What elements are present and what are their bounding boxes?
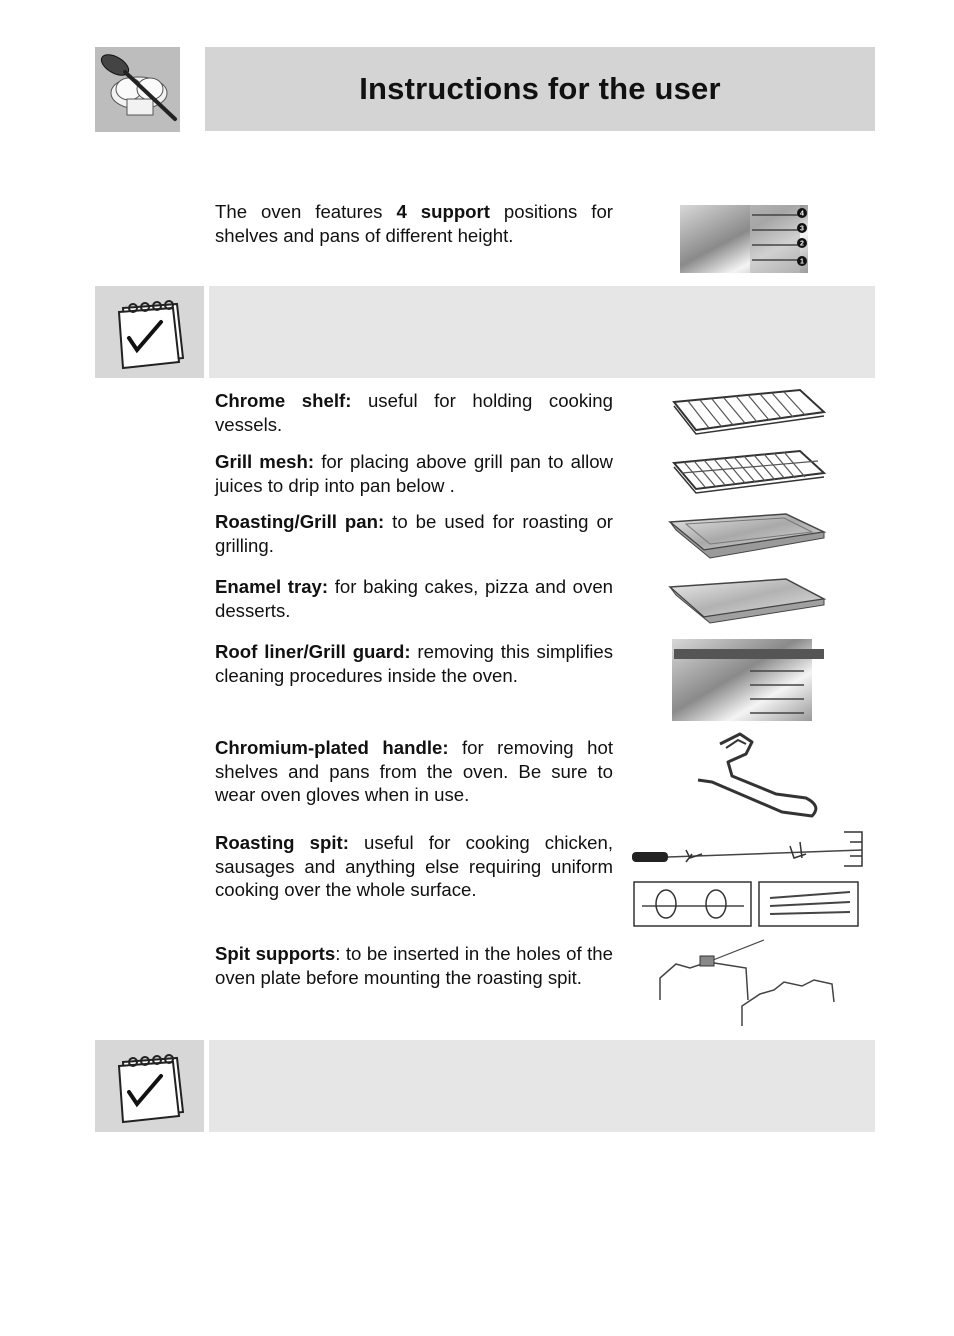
accessory-name: Roof liner/Grill guard: [215,641,411,662]
shelf-number-4: 4 [800,210,804,218]
page-title: Instructions for the user [359,71,721,106]
accessory-name: Roasting/Grill pan: [215,511,385,532]
roasting-pan-icon [666,510,828,560]
intro-text-start: The oven features [215,201,397,222]
accessory-roasting-pan [215,510,613,557]
roof-liner-icon [672,639,824,721]
accessory-handle [215,736,613,807]
shelf-number-1: 1 [800,258,804,266]
accessory-description: to be used for roasting or grilling. [215,511,613,556]
notepad-check-icon [95,1040,204,1132]
accessory-spit-supports [215,942,613,989]
page-title-banner [205,47,875,131]
note-text-area [209,286,875,378]
accessory-name: Chrome shelf: [215,390,352,411]
intro-text-end: positions for shelves and pans of different height. [215,201,613,246]
accessory-roasting-spit [215,831,613,902]
accessory-name: Chromium-plated handle: [215,737,449,758]
accessory-name: Roasting spit: [215,832,349,853]
accessory-description: useful for holding cooking vessels. [215,390,613,435]
accessory-description: removing this simplifies cleaning procedures inside the oven. [215,641,614,686]
accessory-name: Grill mesh: [215,451,315,472]
accessory-chrome-shelf [215,389,613,436]
notepad-check-icon [95,286,204,378]
accessory-description: for placing above grill pan to allow juices to drip into pan below . [215,451,613,496]
grill-mesh-icon [668,447,828,497]
accessory-description: : to be inserted in the holes of the oven plate before mounting the roasting spit. [215,943,613,988]
spit-supports-icon [656,938,840,1028]
handle-icon [692,732,824,820]
note-text-area [209,1040,875,1132]
accessory-name: Spit supports [215,943,336,964]
intro-text-bold: 4 support [396,201,490,222]
accessory-roof-liner [215,640,613,687]
chrome-shelf-icon [668,386,828,436]
shelf-number-3: 3 [800,225,804,233]
oven-shelf-positions-image [680,199,810,274]
accessory-description: useful for cooking chicken, sausages and anything else requiring uniform cooking over the whole surface. [215,832,613,900]
accessory-grill-mesh [215,450,613,497]
chef-spoon-icon [95,47,180,132]
accessory-name: Enamel tray: [215,576,329,597]
shelf-number-2: 2 [800,240,804,248]
accessory-enamel-tray [215,575,613,622]
accessory-description: for removing hot shelves and pans from the oven. Be sure to wear oven gloves when in use. [215,737,613,805]
roasting-spit-icon [630,828,866,930]
enamel-tray-icon [666,575,828,625]
accessory-description: for baking cakes, pizza and oven desserts. [215,576,614,621]
intro-paragraph [215,200,613,247]
